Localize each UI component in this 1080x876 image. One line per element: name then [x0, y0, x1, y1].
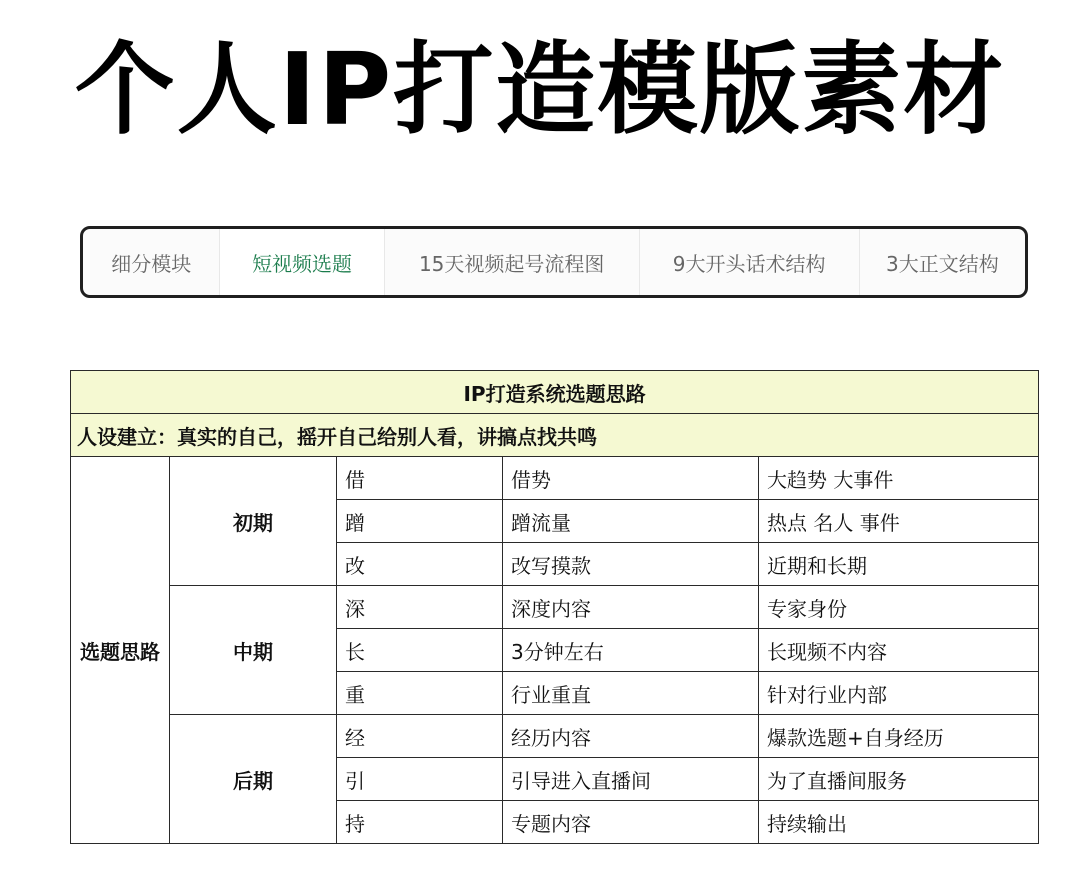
table-subheader-row	[71, 414, 1039, 457]
table-title: IP打造系统选题思路	[71, 371, 1039, 414]
row-key: 引	[337, 758, 503, 801]
tab-segment-modules[interactable]: 细分模块	[83, 229, 220, 295]
topic-ideas-table	[70, 370, 1039, 844]
row-description: 3分钟左右	[503, 629, 759, 672]
stage-label: 后期	[170, 715, 337, 844]
row-note: 为了直播间服务	[759, 758, 1039, 801]
row-description: 引导进入直播间	[503, 758, 759, 801]
page-title: 个人IP打造模版素材	[74, 31, 1006, 148]
row-description: 借势	[503, 457, 759, 500]
row-description: 行业重直	[503, 672, 759, 715]
row-key: 经	[337, 715, 503, 758]
row-note: 爆款选题+自身经历	[759, 715, 1039, 758]
table-row	[71, 586, 1039, 629]
row-key: 蹭	[337, 500, 503, 543]
row-key: 持	[337, 801, 503, 844]
tab-bar	[80, 226, 1028, 298]
row-description: 蹭流量	[503, 500, 759, 543]
row-description: 深度内容	[503, 586, 759, 629]
tab-short-video-topics[interactable]: 短视频选题	[220, 229, 384, 295]
row-note: 专家身份	[759, 586, 1039, 629]
tab-15-day-flow-chart[interactable]: 15天视频起号流程图	[385, 229, 640, 295]
stage-label: 中期	[170, 586, 337, 715]
row-note: 近期和长期	[759, 543, 1039, 586]
table-header-row	[71, 371, 1039, 414]
row-note: 针对行业内部	[759, 672, 1039, 715]
topic-ideas-label: 选题思路	[71, 457, 170, 844]
row-key: 重	[337, 672, 503, 715]
row-description: 改写摸款	[503, 543, 759, 586]
row-key: 改	[337, 543, 503, 586]
row-note: 持续输出	[759, 801, 1039, 844]
table-row	[71, 715, 1039, 758]
row-description: 经历内容	[503, 715, 759, 758]
row-key: 长	[337, 629, 503, 672]
row-note: 长现频不内容	[759, 629, 1039, 672]
row-description: 专题内容	[503, 801, 759, 844]
tab-3-body-structures[interactable]: 3大正文结构	[885, 251, 999, 276]
table-row	[71, 457, 1039, 500]
row-note: 大趋势 大事件	[759, 457, 1039, 500]
row-key: 深	[337, 586, 503, 629]
row-key: 借	[337, 457, 503, 500]
stage-label: 初期	[170, 457, 337, 586]
tab-9-opening-scripts[interactable]: 9大开头话术结构	[640, 229, 860, 295]
persona-statement: 人设建立：真实的自己，摇开自己给别人看，讲搞点找共鸣	[71, 414, 1039, 457]
row-note: 热点 名人 事件	[759, 500, 1039, 543]
